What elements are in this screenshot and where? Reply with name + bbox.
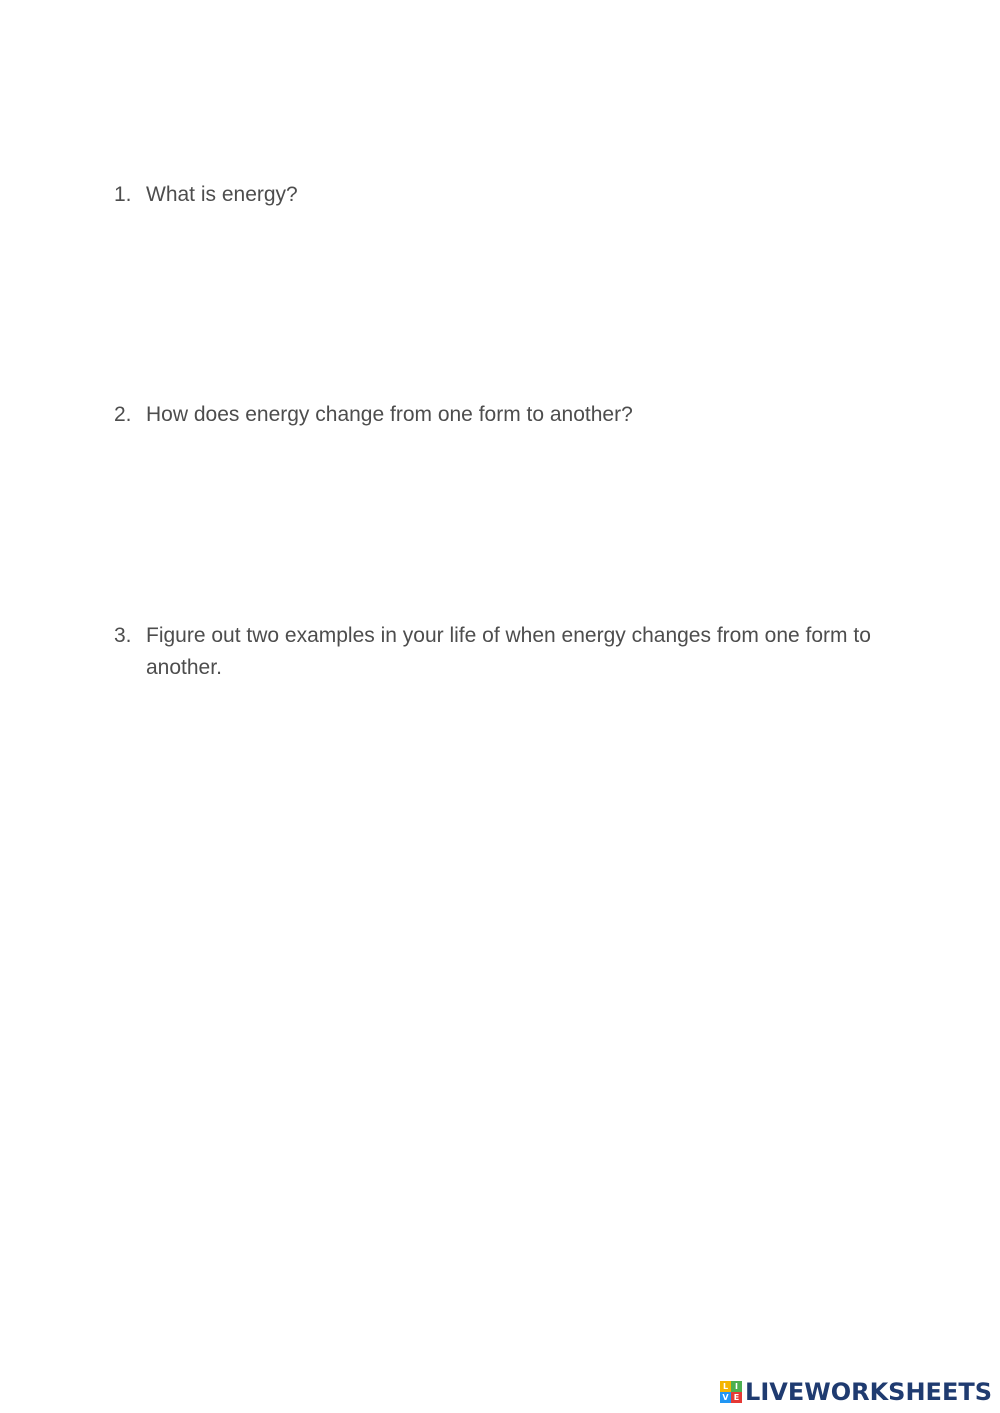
logo-mark-letter: V xyxy=(720,1392,731,1403)
question-2 xyxy=(114,399,874,431)
logo-mark-icon xyxy=(720,1381,742,1403)
logo-wordmark: LIVEWORKSHEETS xyxy=(745,1378,992,1406)
question-text: What is energy? xyxy=(146,183,298,206)
question-number: 1. xyxy=(114,183,132,206)
question-number: 3. xyxy=(114,624,132,647)
question-3 xyxy=(114,620,874,684)
question-1 xyxy=(114,179,874,211)
logo-mark-letter: E xyxy=(731,1392,742,1403)
question-text: How does energy change from one form to another? xyxy=(146,403,633,426)
question-text: Figure out two examples in your life of when energy changes from one form to another. xyxy=(146,624,871,679)
liveworksheets-logo xyxy=(720,1377,992,1407)
question-number: 2. xyxy=(114,403,132,426)
logo-mark-letter: L xyxy=(720,1381,731,1392)
logo-mark-letter: I xyxy=(731,1381,742,1392)
